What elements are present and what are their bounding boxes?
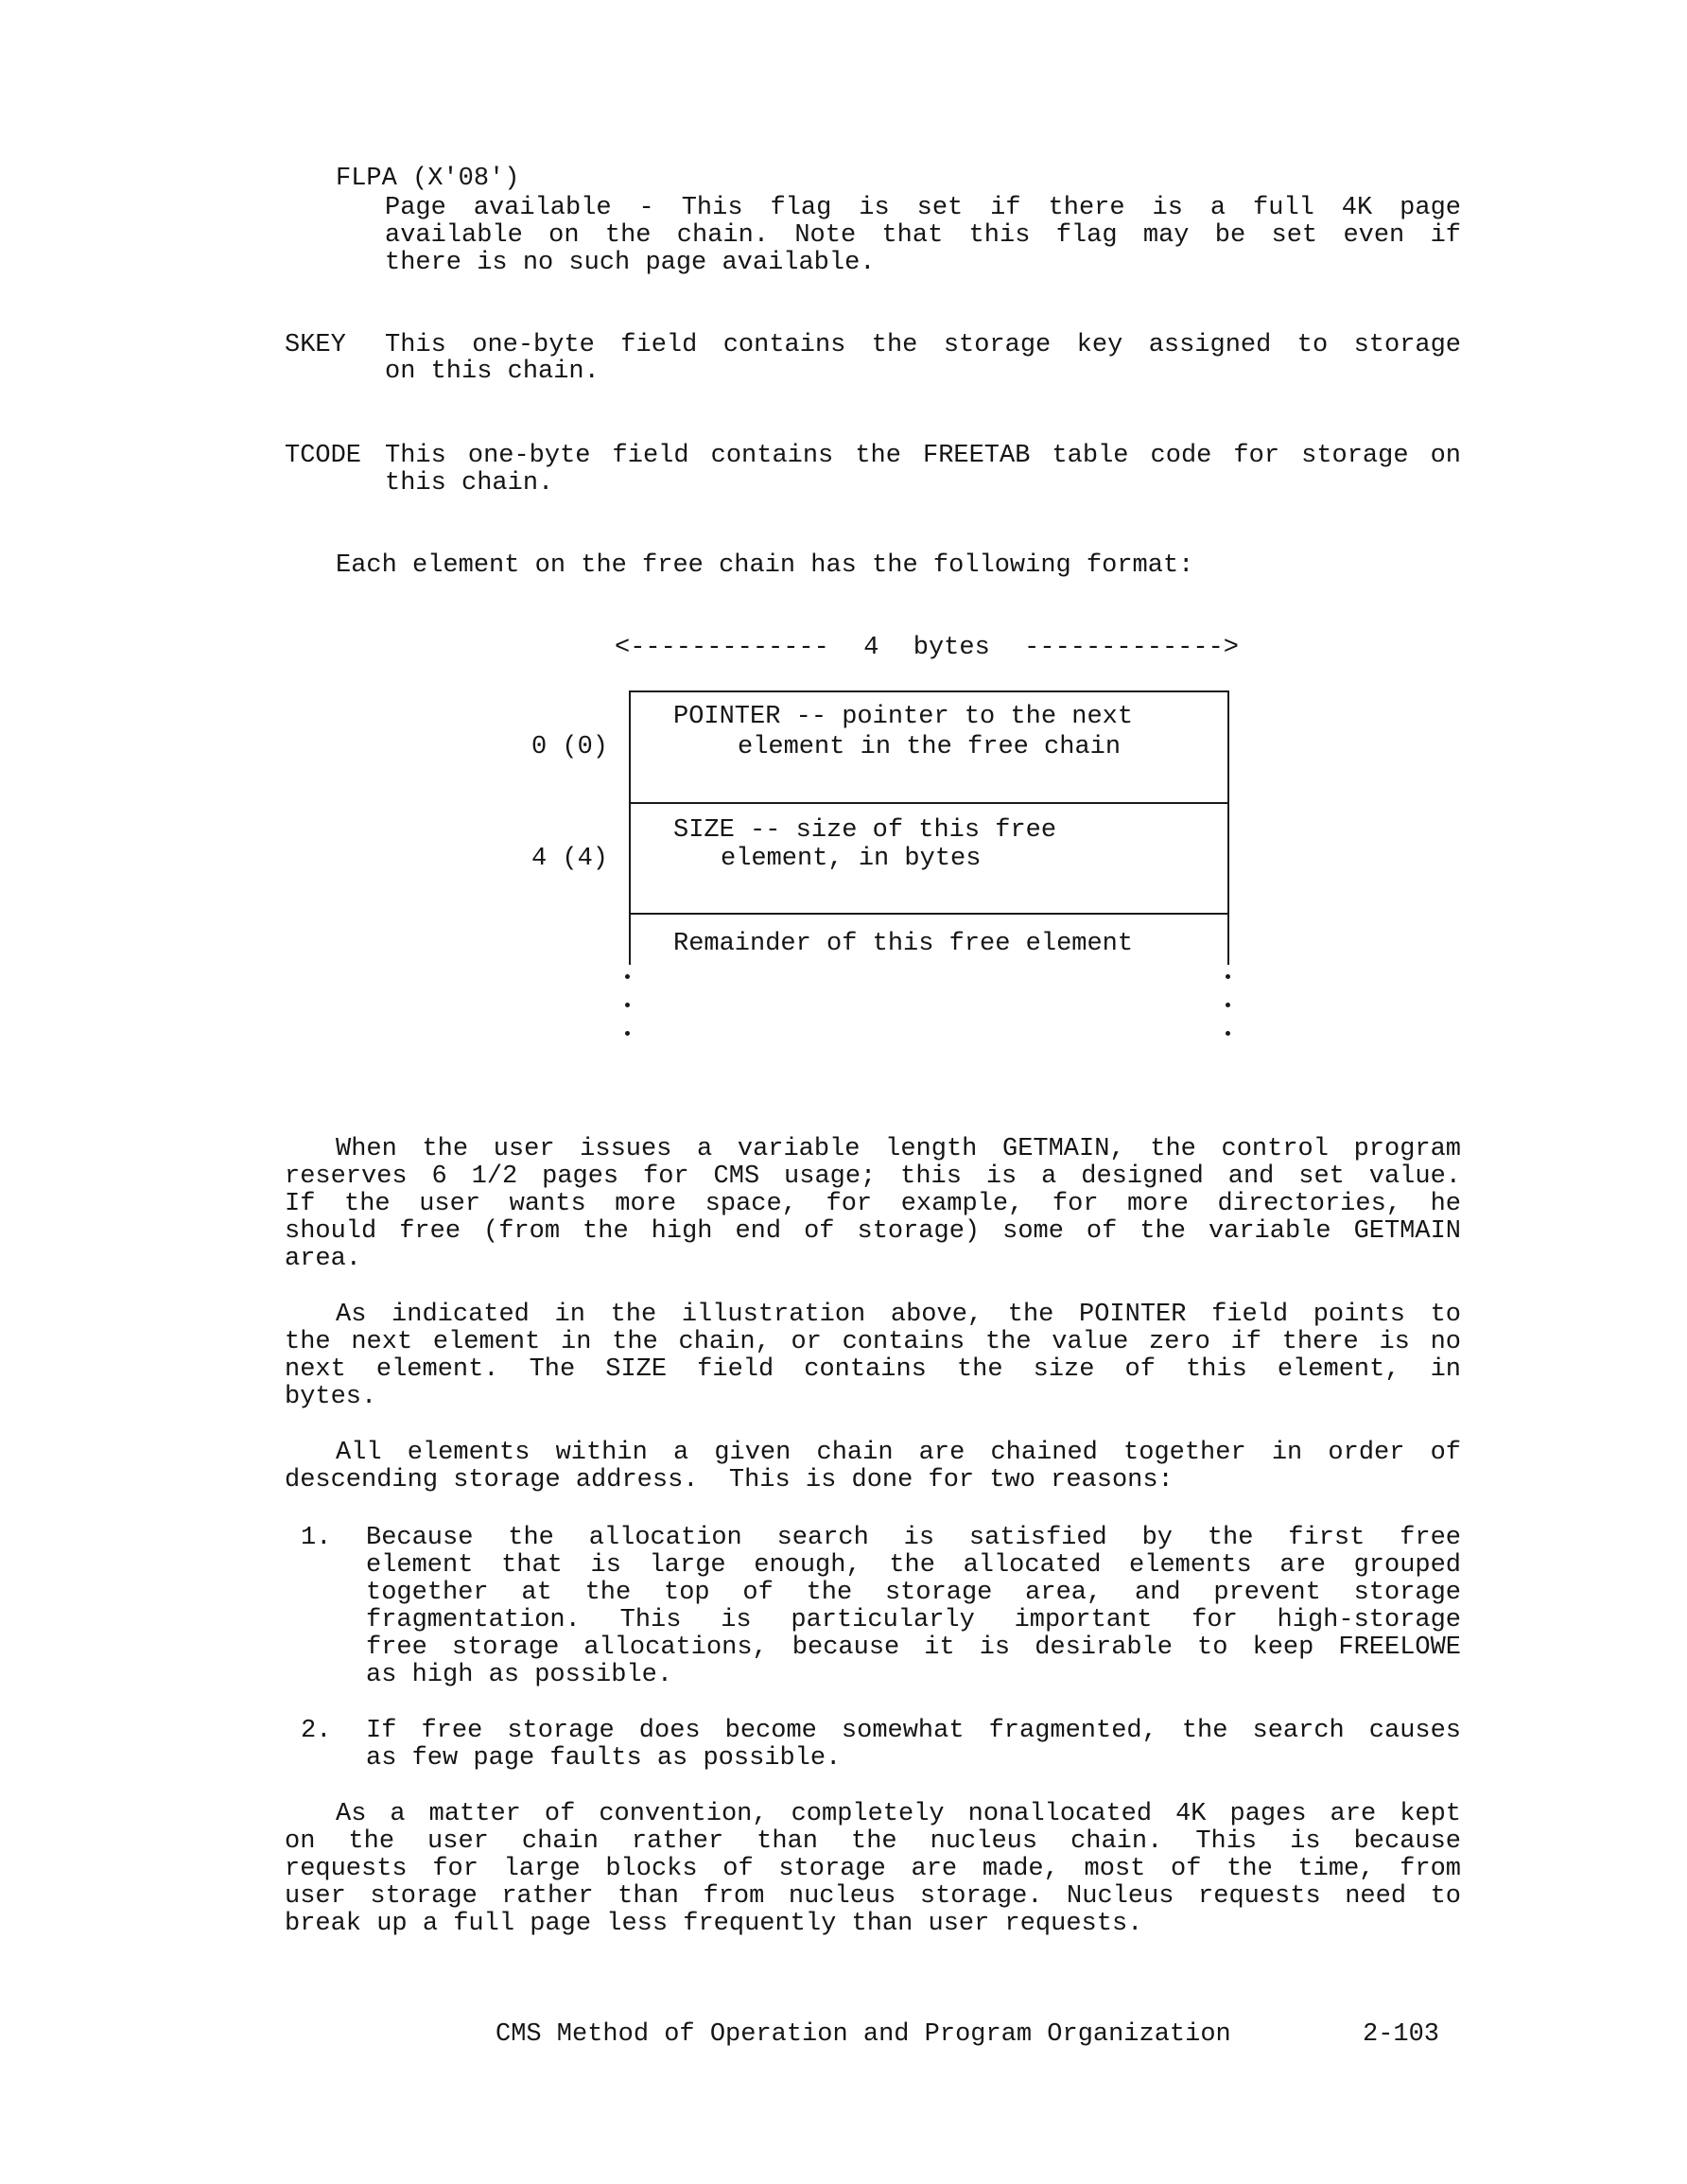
list-item-line: as high as possible. (366, 1661, 673, 1689)
list-item-line: Because the allocation search is satisfied by the first free (366, 1524, 1461, 1552)
list-item-line: element that is large enough, the allocated elements are grouped (366, 1551, 1461, 1580)
flpa-term: FLPA (X'08') (336, 165, 520, 193)
flpa-desc-line: Page available - This flag is set if there is a full 4K page (385, 194, 1461, 222)
skey-desc-line: on this chain. (385, 358, 600, 386)
box-top-border (629, 690, 1229, 692)
paragraph-line: All elements within a given chain are chained together in order of (336, 1439, 1461, 1467)
paragraph-line: area. (285, 1245, 362, 1273)
paragraph-line: If the user wants more space, for example, for more directories, he (285, 1190, 1461, 1218)
page-number: 2-103 (1363, 2020, 1440, 2049)
tcode-desc-line: this chain. (385, 469, 554, 498)
continuation-dot (1226, 974, 1230, 979)
field-description: element, in bytes (721, 845, 982, 873)
tcode-desc-line: This one-byte field contains the FREETAB table code for storage on (385, 442, 1461, 470)
paragraph-line: As indicated in the illustration above, the POINTER field points to (336, 1301, 1461, 1329)
tcode-term: TCODE (285, 442, 362, 470)
paragraph-line: user storage rather than from nucleus storage. Nucleus requests need to (285, 1882, 1461, 1911)
flpa-desc-line: there is no such page available. (385, 249, 876, 277)
footer-title: CMS Method of Operation and Program Organization (496, 2020, 1231, 2049)
continuation-dot (1226, 1031, 1230, 1036)
paragraph-line: should free (from the high end of storage) some of the variable GETMAIN (285, 1217, 1461, 1246)
field-description: element in the free chain (738, 733, 1122, 761)
box-left-border (629, 690, 631, 965)
flpa-desc-line: available on the chain. Note that this flag may be set even if (385, 221, 1461, 250)
field-description: POINTER -- pointer to the next (673, 703, 1134, 731)
list-item-line: as few page faults as possible. (366, 1744, 842, 1773)
skey-desc-line: This one-byte field contains the storage key assigned to storage (385, 331, 1461, 359)
list-number: 1. (301, 1524, 332, 1552)
continuation-dot (1226, 1003, 1230, 1007)
paragraph-line: When the user issues a variable length GETMAIN, the control program (336, 1135, 1461, 1163)
list-number: 2. (301, 1717, 332, 1745)
skey-term: SKEY (285, 331, 346, 359)
field-offset: 0 (0) (531, 733, 609, 761)
field-divider (629, 913, 1229, 915)
paragraph-line: break up a full page less frequently than user requests. (285, 1910, 1143, 1938)
field-divider (629, 802, 1229, 804)
paragraph-line: the next element in the chain, or contains the value zero if there is no (285, 1328, 1461, 1356)
continuation-dot (625, 1031, 630, 1036)
paragraph-line: descending storage address. This is done for two reasons: (285, 1466, 1174, 1494)
format-intro: Each element on the free chain has the following format: (336, 551, 1194, 580)
field-description: SIZE -- size of this free (673, 816, 1057, 845)
paragraph-line: reserves 6 1/2 pages for CMS usage; this is a designed and set value. (285, 1162, 1461, 1191)
paragraph-line: on the user chain rather than the nucleus chain. This is because (285, 1827, 1461, 1856)
list-item-line: together at the top of the storage area, and prevent storage (366, 1579, 1461, 1607)
continuation-dot (625, 974, 630, 979)
box-right-border (1227, 690, 1229, 965)
continuation-dot (625, 1003, 630, 1007)
list-item-line: If free storage does become somewhat fragmented, the search causes (366, 1717, 1461, 1745)
paragraph-line: bytes. (285, 1383, 377, 1411)
list-item-line: fragmentation. This is particularly important for high-storage (366, 1606, 1461, 1634)
paragraph-line: requests for large blocks of storage are made, most of the time, from (285, 1855, 1461, 1883)
paragraph-line: As a matter of convention, completely nonallocated 4K pages are kept (336, 1800, 1461, 1828)
paragraph-line: next element. The SIZE field contains the size of this element, in (285, 1355, 1461, 1384)
field-offset: 4 (4) (531, 845, 609, 873)
width-label: <------------- 4 bytes -------------> (615, 634, 1239, 662)
field-description: Remainder of this free element (673, 930, 1134, 958)
list-item-line: free storage allocations, because it is desirable to keep FREELOWE (366, 1634, 1461, 1662)
